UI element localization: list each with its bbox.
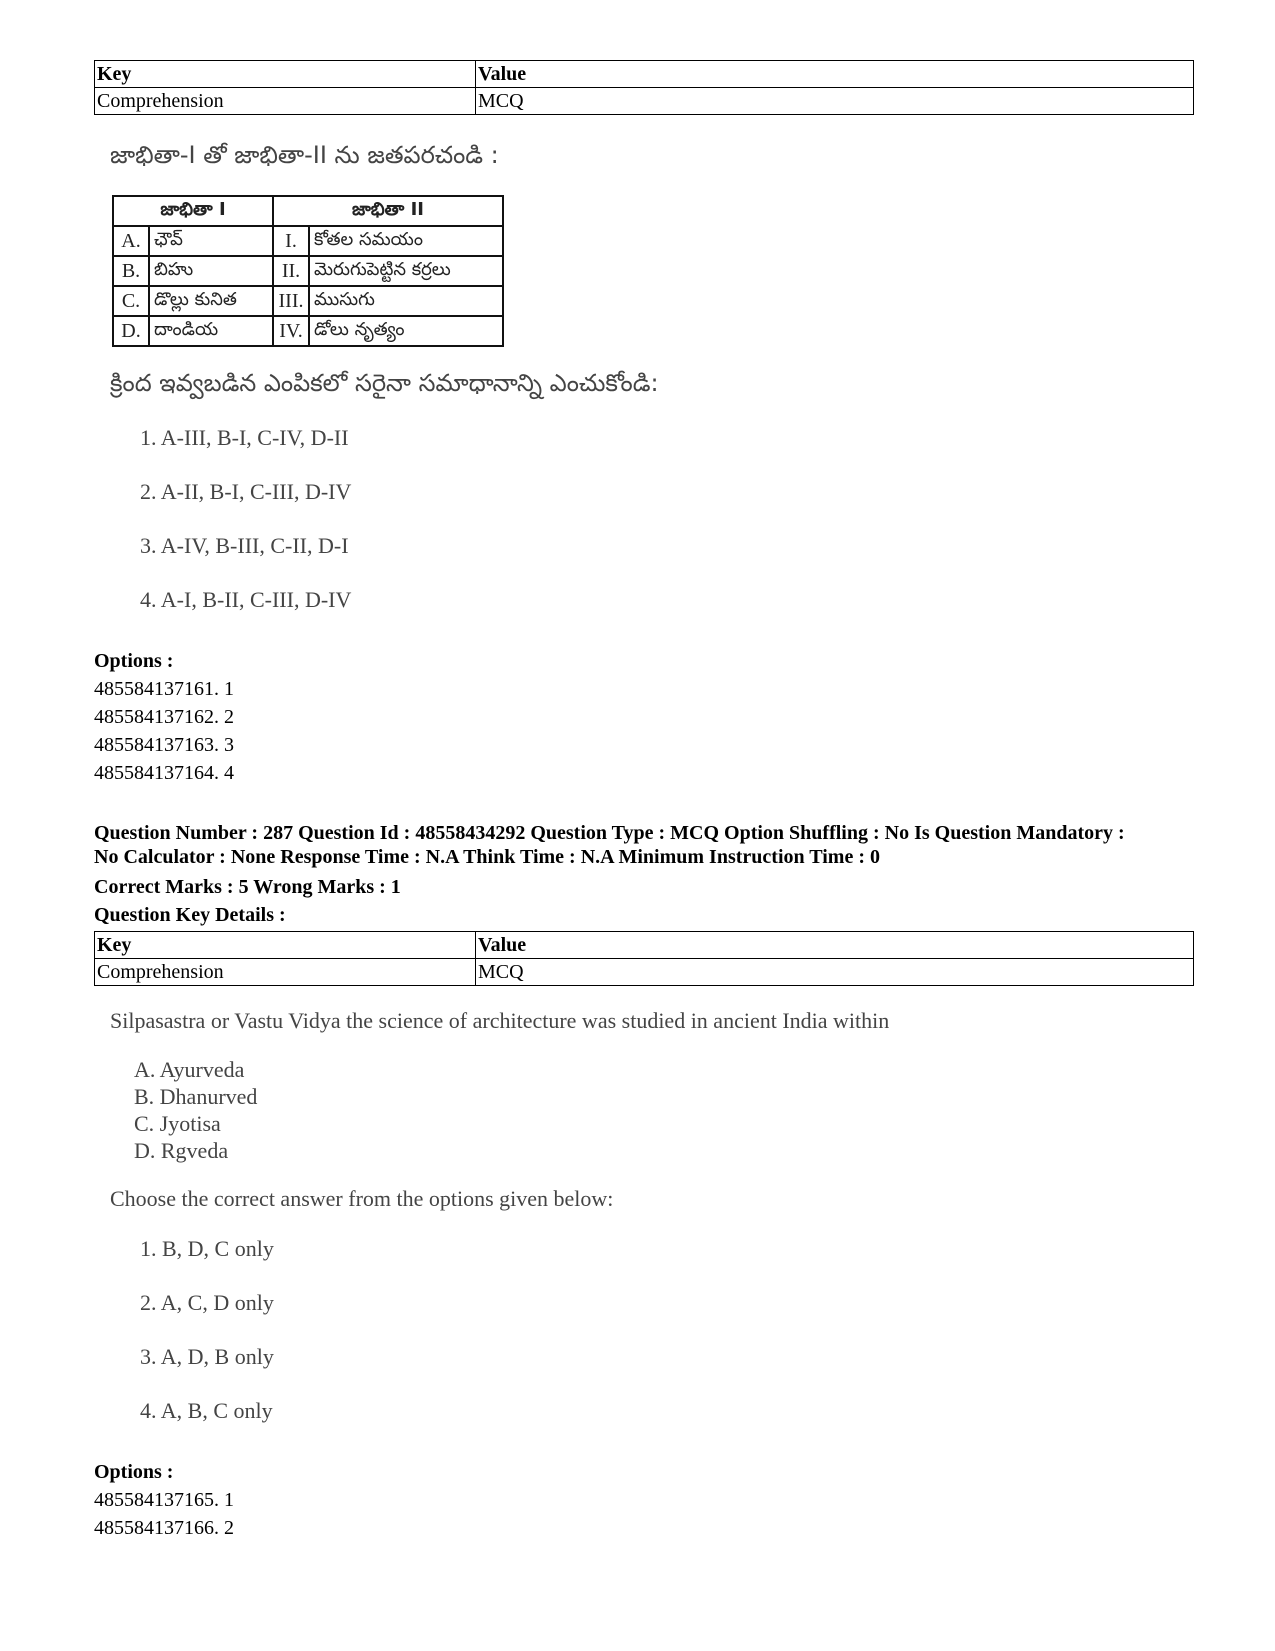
- document-page: [94, 60, 1194, 1542]
- list-1-label: C.: [113, 286, 149, 316]
- value-header: Value: [476, 61, 1194, 88]
- match-row: [113, 286, 503, 316]
- list-2-label: III.: [273, 286, 309, 316]
- key-header: Key: [95, 932, 476, 959]
- answer-choice: 1. B, D, C only: [140, 1236, 274, 1261]
- question-key-table: [94, 60, 1194, 115]
- question-meta-line: Question Number : 287 Question Id : 48558434292 Question Type : MCQ Option Shuffling : No Is Question Mandatory :: [94, 822, 1125, 844]
- answer-choice: 2. A-II, B-I, C-III, D-IV: [140, 479, 352, 504]
- answer-choice: 3. A, D, B only: [140, 1344, 274, 1369]
- option-item: 485584137162. 2: [94, 706, 234, 728]
- key-table-header: [95, 61, 1194, 88]
- list-2-item: కోతల సమయం: [309, 226, 503, 256]
- list-2-item: ముసుగు: [309, 286, 503, 316]
- statement-item: C. Jyotisa: [134, 1111, 221, 1136]
- answer-choice: 2. A, C, D only: [140, 1290, 274, 1315]
- value-header: Value: [476, 932, 1194, 959]
- option-item: 485584137165. 1: [94, 1489, 234, 1511]
- list-2-item: మెరుగుపెట్టిన కర్రలు: [309, 256, 503, 286]
- key-header: Key: [95, 61, 476, 88]
- key-table-row: [95, 959, 1194, 986]
- match-row: [113, 316, 503, 346]
- list-1-item: దాండియ: [149, 316, 273, 346]
- list-1-label: D.: [113, 316, 149, 346]
- option-item: 485584137163. 3: [94, 734, 234, 756]
- list-2-label: I.: [273, 226, 309, 256]
- list-1-label: B.: [113, 256, 149, 286]
- value-cell: MCQ: [476, 959, 1194, 986]
- key-table-row: [95, 88, 1194, 115]
- answer-choice: 3. A-IV, B-III, C-II, D-I: [140, 533, 349, 558]
- list-1-item: ఛౌవ్: [149, 226, 273, 256]
- list-1-item: బిహు: [149, 256, 273, 286]
- options-title: Options :: [94, 1461, 174, 1483]
- list-1-header: జాభితా I: [113, 196, 273, 226]
- marks-line: Correct Marks : 5 Wrong Marks : 1: [94, 876, 401, 898]
- statement-item: B. Dhanurved: [134, 1084, 258, 1109]
- answer-choice: 4. A, B, C only: [140, 1398, 273, 1423]
- answer-choices: [140, 423, 1194, 639]
- key-details-title: Question Key Details :: [94, 904, 286, 926]
- match-table: [112, 195, 504, 347]
- list-2-item: డోలు నృత్యం: [309, 316, 503, 346]
- question-text: Silpasastra or Vastu Vidya the science of architecture was studied in ancient India within: [110, 1008, 890, 1033]
- answer-choices: [140, 1234, 1194, 1450]
- list-1-item: డొల్లు కునిత: [149, 286, 273, 316]
- statement-item: D. Rgveda: [134, 1138, 229, 1163]
- list-2-label: II.: [273, 256, 309, 286]
- option-item: 485584137166. 2: [94, 1517, 234, 1539]
- question-meta: [94, 821, 1194, 869]
- list-2-label: IV.: [273, 316, 309, 346]
- options-title: Options :: [94, 650, 174, 672]
- list-2-header: జాభితా II: [273, 196, 503, 226]
- match-table-header: [113, 196, 503, 226]
- answer-choice: 4. A-I, B-II, C-III, D-IV: [140, 587, 352, 612]
- option-item: 485584137164. 4: [94, 762, 234, 784]
- value-cell: MCQ: [476, 88, 1194, 115]
- choose-prompt: Choose the correct answer from the options given below:: [110, 1186, 614, 1211]
- key-table-header: [95, 932, 1194, 959]
- question-key-table: [94, 931, 1194, 986]
- choose-prompt: క్రింద ఇవ్వబడిన ఎంపికలో సరైనా సమాధానాన్ని ఎంచుకోండి:: [110, 369, 659, 397]
- match-instruction: జాభితా-I తో జాభితా-II ను జతపరచండి :: [110, 141, 499, 169]
- statement-list: [134, 1056, 1194, 1164]
- list-1-label: A.: [113, 226, 149, 256]
- question-meta-line: No Calculator : None Response Time : N.A Think Time : N.A Minimum Instruction Time : 0: [94, 846, 880, 868]
- match-row: [113, 256, 503, 286]
- answer-choice: 1. A-III, B-I, C-IV, D-II: [140, 425, 349, 450]
- match-row: [113, 226, 503, 256]
- statement-item: A. Ayurveda: [134, 1057, 245, 1082]
- key-cell: Comprehension: [95, 88, 476, 115]
- option-item: 485584137161. 1: [94, 678, 234, 700]
- key-cell: Comprehension: [95, 959, 476, 986]
